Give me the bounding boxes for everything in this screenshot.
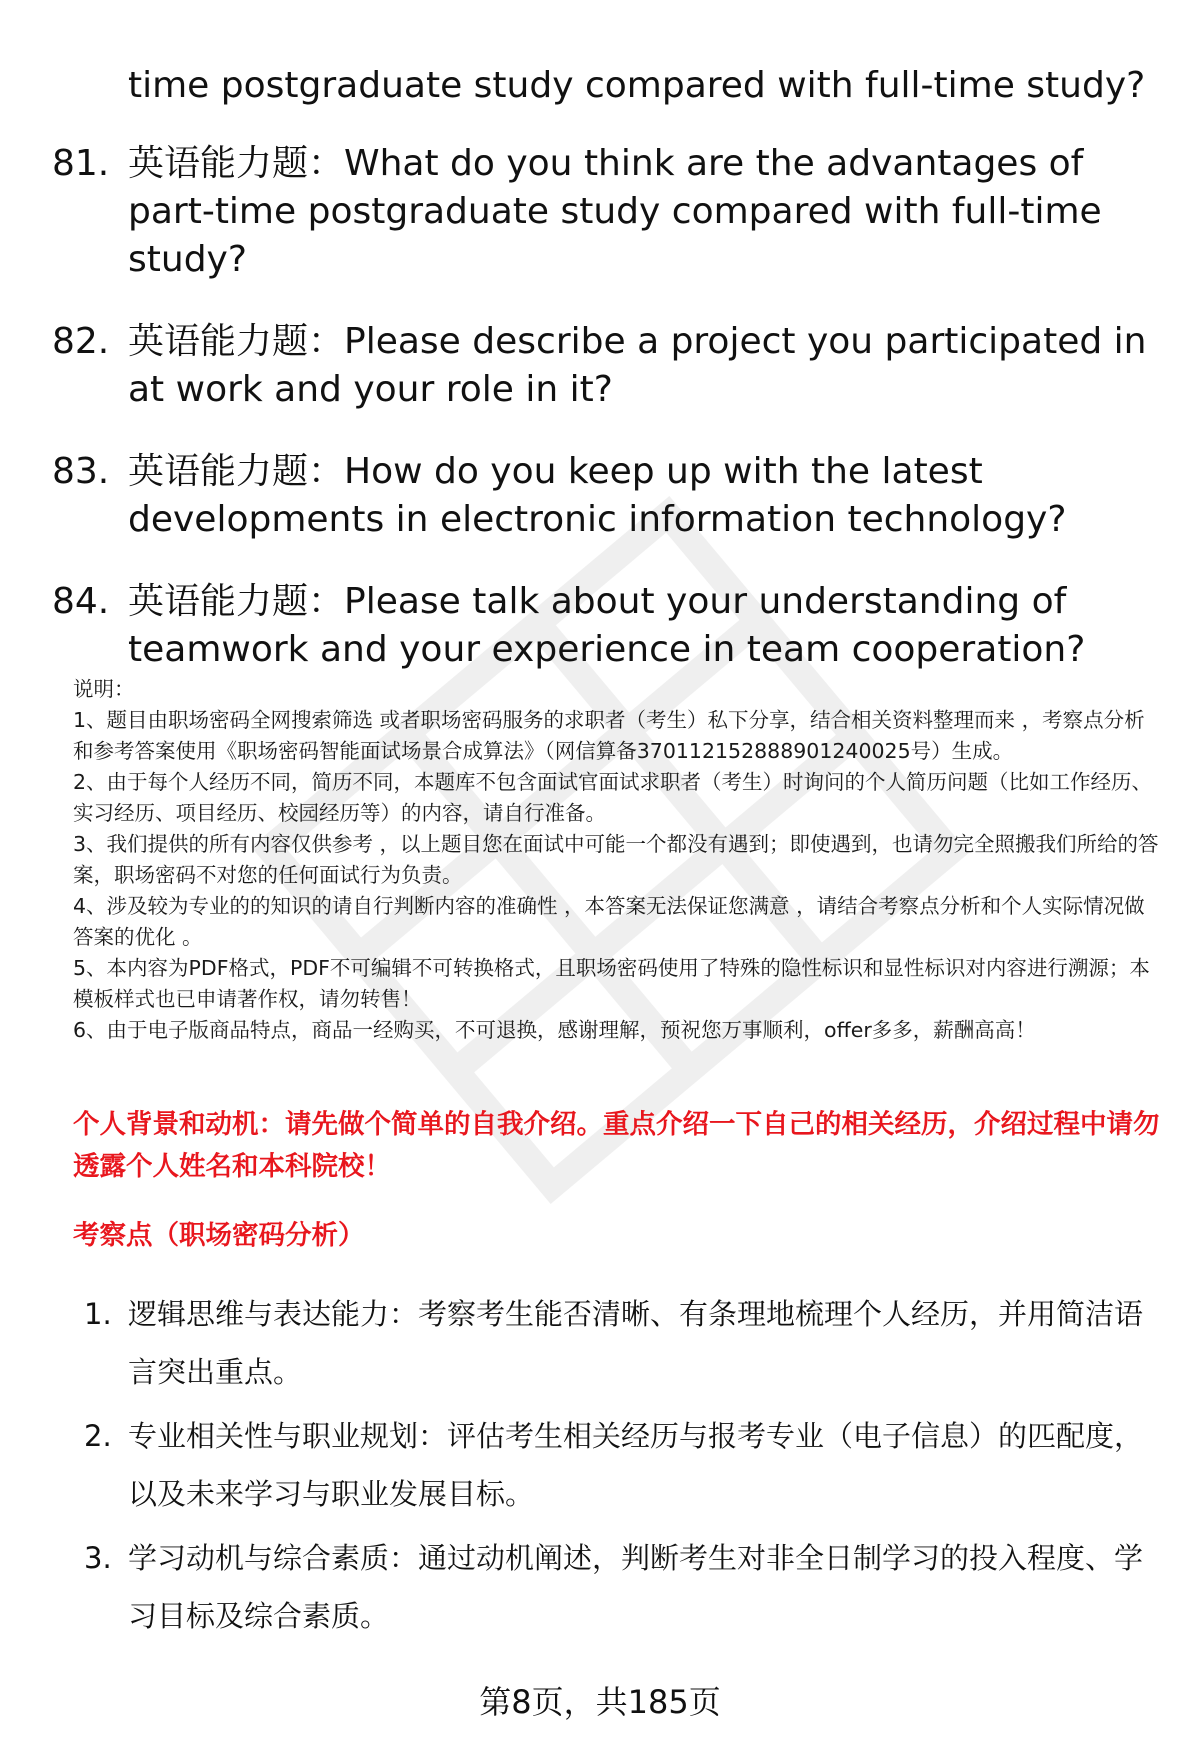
question-number: 81.	[52, 143, 110, 184]
note-item: 3、我们提供的所有内容仅供参考 ，以上题目您在面试中可能一个都没有遇到；即使遇到，也请勿完全照搬我们所给的答案，职场密码不对您的任何面试行为负责。	[73, 832, 1159, 887]
note-item: 1、题目由职场密码全网搜索筛选 或者职场密码服务的求职者（考生）私下分享，结合相关资料整理而来 ，考察点分析和参考答案使用《职场密码智能面试场景合成算法》（网信算备370112152888901240025号）生成。	[73, 708, 1145, 763]
question-text: 英语能力题：How do you keep up with the latest developments in electronic information technology?	[128, 451, 1067, 540]
question-number: 83.	[52, 451, 110, 492]
question-text: 英语能力题：What do you think are the advantages of part-time postgraduate study compared with full-time study?	[128, 143, 1102, 280]
question-text: 英语能力题：Please talk about your understanding of teamwork and your experience in team cooperation?	[128, 581, 1086, 670]
note-item: 4、涉及较为专业的的知识的请自行判断内容的准确性 ，本答案无法保证您满意 ，请结合考察点分析和个人实际情况做答案的优化 。	[73, 894, 1145, 949]
analysis-point	[0, 1285, 1200, 1401]
notes-title: 说明：	[73, 677, 135, 701]
notes-section	[73, 674, 1163, 1046]
question-item	[0, 140, 1200, 284]
note-item: 5、本内容为PDF格式，PDF不可编辑不可转换格式，且职场密码使用了特殊的隐性标识和显性标识对内容进行溯源；本模板样式也已申请著作权，请勿转售！	[73, 956, 1150, 1011]
question-number: 84.	[52, 581, 110, 622]
analysis-point-text: 逻辑思维与表达能力：考察考生能否清晰、有条理地梳理个人经历，并用简洁语言突出重点。	[128, 1297, 1144, 1389]
question-text: 英语能力题：Please describe a project you participated in at work and your role in it?	[128, 321, 1147, 410]
analysis-heading: 考察点（职场密码分析）	[73, 1220, 365, 1251]
page-footer: 第8页，共185页	[479, 1683, 721, 1721]
highlight-question: 个人背景和动机：请先做个简单的自我介绍。重点介绍一下自己的相关经历，介绍过程中请勿透露个人姓名和本科院校！	[73, 1109, 1160, 1182]
analysis-point-number: 2.	[84, 1419, 112, 1453]
analysis-point-text: 专业相关性与职业规划：评估考生相关经历与报考专业（电子信息）的匹配度，以及未来学习与职业发展目标。	[128, 1419, 1144, 1511]
analysis-points	[0, 1285, 1200, 1651]
question-item	[0, 448, 1200, 544]
question-continuation: time postgraduate study compared with full-time study?	[128, 65, 1146, 106]
analysis-point	[0, 1407, 1200, 1523]
question-item	[0, 578, 1200, 674]
analysis-point-text: 学习动机与综合素质：通过动机阐述，判断考生对非全日制学习的投入程度、学习目标及综合素质。	[128, 1541, 1144, 1633]
note-item: 6、由于电子版商品特点，商品一经购买，不可退换，感谢理解，预祝您万事顺利，offer多多，薪酬高高！	[73, 1018, 1036, 1042]
note-item: 2、由于每个人经历不同，简历不同，本题库不包含面试官面试求职者（考生）时询问的个人简历问题（比如工作经历、实习经历、项目经历、校园经历等）的内容，请自行准备。	[73, 770, 1153, 825]
analysis-point	[0, 1529, 1200, 1645]
analysis-point-number: 3.	[84, 1541, 112, 1575]
question-item	[0, 318, 1200, 414]
question-list	[0, 140, 1200, 708]
analysis-point-number: 1.	[84, 1297, 112, 1331]
question-number: 82.	[52, 321, 110, 362]
